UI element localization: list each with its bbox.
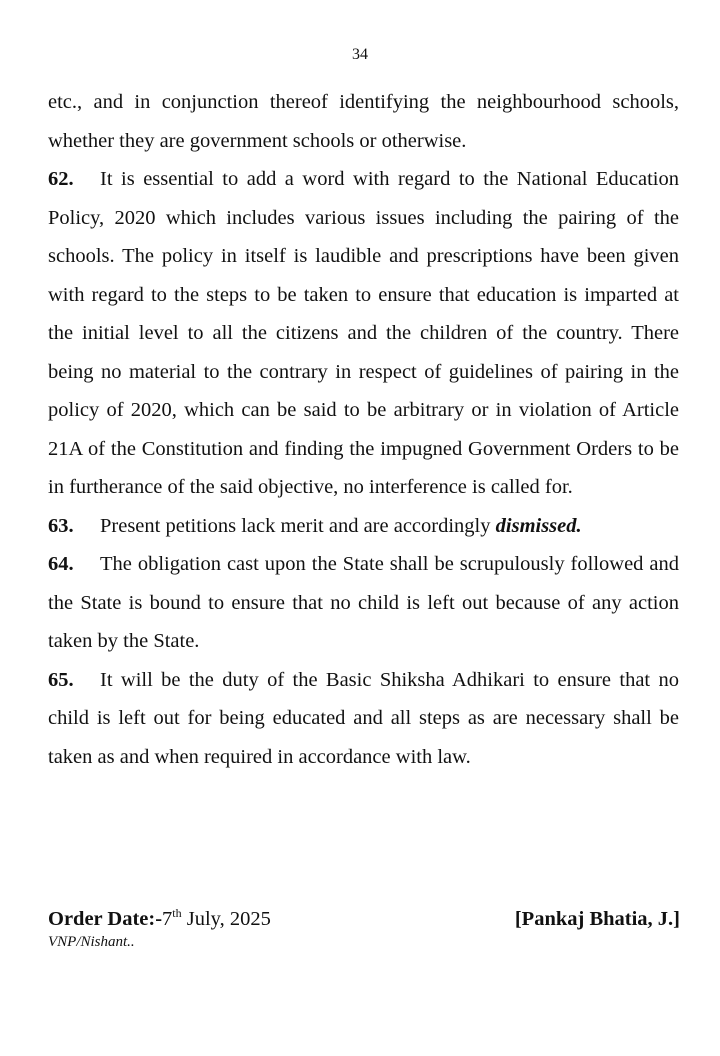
order-date-day: 7 — [162, 908, 173, 930]
order-date-suffix: th — [172, 906, 182, 921]
order-date — [48, 908, 271, 931]
judgment-footer — [48, 908, 680, 951]
judge-name: [Pankaj Bhatia, J.] — [514, 908, 680, 930]
clerk-initials: VNP/Nishant.. — [48, 934, 135, 950]
paragraph-number: 63. — [48, 514, 74, 537]
paragraph-62 — [48, 160, 679, 507]
paragraph-text: It will be the duty of the Basic Shiksha Adhikari to ensure that no child is left out for being educated and all steps as are necessary shall be taken as and when required in accordance with law. — [48, 668, 679, 768]
paragraph-text: The obligation cast upon the State shall be scrupulously followed and the State is bound to ensure that no child is left out because of any action taken by the State. — [48, 553, 679, 652]
paragraph-number: 64. — [48, 553, 74, 575]
order-date-label: Order Date:- — [48, 908, 163, 930]
paragraph-text: It is essential to add a word with regard to the National Education Policy, 2020 which includes various issues including the pairing of the schools. The policy in itself is laudible and prescriptions have been given with regard to the steps to be taken to ensure that education is imparted at the initial level to all the citizens and the children of the country. There being no material to the contrary in respect of guidelines of pairing in the policy of 2020, which can be said to be arbitrary or in violation of Article 21A of the Constitution and finding the impugned Government Orders to be in furtherance of the said objective, no interference is called for. — [48, 168, 679, 498]
dismissed-emphasis: dismissed. — [495, 514, 582, 537]
order-date-rest: July, 2025 — [181, 908, 271, 930]
paragraph-text: Present petitions lack merit and are accordingly — [100, 514, 491, 537]
page-number: 34 — [352, 46, 368, 63]
judgment-body — [48, 83, 679, 776]
footer-row — [48, 908, 680, 931]
paragraph-63 — [48, 507, 679, 546]
paragraph-number: 62. — [48, 168, 74, 190]
paragraph-65 — [48, 661, 679, 777]
paragraph-number: 65. — [48, 668, 74, 691]
continuation-paragraph: etc., and in conjunction thereof identifying the neighbourhood schools, whether they are government schools or otherwise. — [48, 91, 679, 152]
paragraph-64 — [48, 545, 679, 661]
